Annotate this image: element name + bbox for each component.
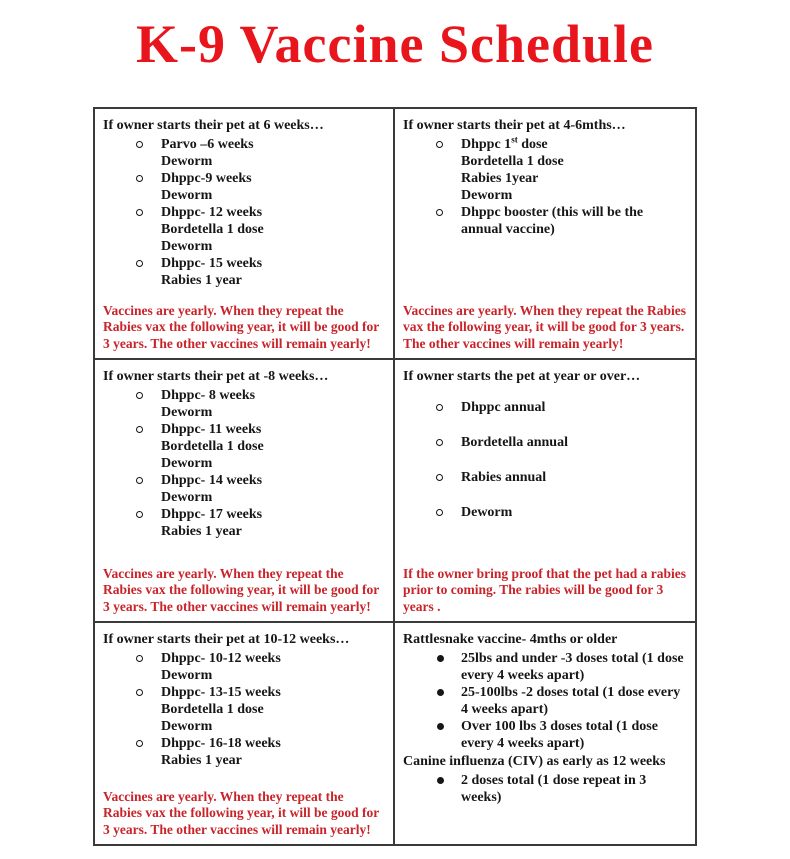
note-text: Vaccines are yearly. When they repeat the Rabies vax the following year, it will be good for 3 years. The other vaccines will remain yearly! [103, 565, 379, 614]
vaccine-text: Dhppc- 11 weeks [161, 422, 262, 437]
vaccine-line [103, 752, 384, 769]
circle-bullet-icon [136, 689, 143, 696]
circle-bullet-icon [136, 740, 143, 747]
vaccine-line [403, 650, 686, 684]
vaccine-text: Deworm [461, 505, 513, 520]
vaccine-item [403, 684, 686, 718]
circle-bullet-icon [136, 209, 143, 216]
note-text: Vaccines are yearly. When they repeat the Rabies vax the following year, it will be good for 3 years. The other vaccines will remain yearly! [403, 302, 686, 351]
schedule-cell-3 [395, 360, 695, 623]
cell-heading: If owner starts the pet at year or over… [403, 369, 641, 384]
vaccine-text: 25lbs and under -3 doses total (1 dose every 4 weeks apart) [461, 651, 684, 683]
note-text: If the owner bring proof that the pet had a rabies prior to coming. The rabies will be good for 3 years . [403, 565, 687, 614]
vaccine-line [103, 136, 384, 153]
vaccine-item [103, 735, 384, 769]
vaccine-line [403, 504, 686, 521]
schedule-table [93, 107, 697, 846]
vaccine-item [103, 170, 384, 204]
vaccine-text: Dhppc 1st dose [461, 134, 548, 152]
vaccine-item [103, 421, 384, 472]
vaccine-text: Deworm [161, 154, 213, 169]
vaccine-text: Bordetella 1 dose [161, 439, 264, 454]
disc-bullet-icon [437, 777, 444, 784]
vaccine-line [103, 438, 384, 455]
cell-heading: Canine influenza (CIV) as early as 12 weeks [403, 754, 666, 769]
vaccine-text: Deworm [161, 188, 213, 203]
vaccine-line [103, 187, 384, 204]
vaccine-line [403, 434, 686, 451]
vaccine-line [103, 221, 384, 238]
circle-bullet-icon [136, 426, 143, 433]
vaccine-text: Deworm [461, 188, 513, 203]
vaccine-item [103, 204, 384, 255]
vaccine-item [403, 650, 686, 684]
circle-bullet-icon [136, 511, 143, 518]
disc-bullet-icon [437, 689, 444, 696]
vaccine-line [403, 399, 686, 416]
circle-bullet-icon [136, 477, 143, 484]
vaccine-line [103, 387, 384, 404]
cell-heading: Rattlesnake vaccine- 4mths or older [403, 632, 618, 647]
vaccine-line [403, 153, 686, 170]
cell-heading: If owner starts their pet at 4-6mths… [403, 118, 626, 133]
vaccine-line [103, 523, 384, 540]
vaccine-text: Bordetella 1 dose [161, 702, 264, 717]
vaccine-text: 25-100lbs -2 doses total (1 dose every 4 weeks apart) [461, 685, 681, 717]
vaccine-line [403, 136, 686, 153]
circle-bullet-icon [436, 404, 443, 411]
vaccine-line [103, 650, 384, 667]
circle-bullet-icon [436, 474, 443, 481]
vaccine-line [103, 506, 384, 523]
vaccine-text: Dhppc-9 weeks [161, 171, 252, 186]
vaccine-line [103, 238, 384, 255]
vaccine-text: Deworm [161, 490, 213, 505]
vaccine-text: Deworm [161, 456, 213, 471]
vaccine-item [103, 387, 384, 421]
circle-bullet-icon [136, 392, 143, 399]
vaccine-line [103, 455, 384, 472]
vaccine-line [103, 272, 384, 289]
vaccine-text: Bordetella 1 dose [161, 222, 264, 237]
vaccine-list [403, 650, 686, 752]
vaccine-text: Over 100 lbs 3 doses total (1 dose every 4 weeks apart) [461, 719, 658, 751]
vaccine-item [403, 718, 686, 752]
vaccine-line [103, 153, 384, 170]
vaccine-text: Deworm [161, 405, 213, 420]
disc-bullet-icon [437, 655, 444, 662]
vaccine-item [103, 472, 384, 506]
circle-bullet-icon [436, 439, 443, 446]
circle-bullet-icon [136, 141, 143, 148]
vaccine-item [103, 136, 384, 170]
vaccine-line [403, 718, 686, 752]
cell-heading: If owner starts their pet at -8 weeks… [103, 369, 329, 384]
cell-heading: If owner starts their pet at 6 weeks… [103, 118, 324, 133]
vaccine-text: Rabies 1 year [161, 524, 242, 539]
vaccine-item [103, 684, 384, 735]
vaccine-text: Deworm [161, 239, 213, 254]
vaccine-line [103, 684, 384, 701]
schedule-cell-1 [395, 109, 695, 360]
schedule-cell-5 [395, 623, 695, 844]
cell-heading: If owner starts their pet at 10-12 weeks… [103, 632, 350, 647]
vaccine-line [403, 187, 686, 204]
schedule-cell-0 [95, 109, 395, 360]
vaccine-text: Deworm [161, 719, 213, 734]
vaccine-list [403, 399, 686, 539]
circle-bullet-icon [436, 509, 443, 516]
vaccine-text: Dhppc- 10-12 weeks [161, 651, 281, 666]
note-text: Vaccines are yearly. When they repeat the Rabies vax the following year, it will be good for 3 years. The other vaccines will remain yearly! [103, 788, 379, 837]
vaccine-text: Dhppc booster (this will be the annual vaccine) [461, 205, 644, 237]
vaccine-item [403, 204, 686, 238]
vaccine-item [403, 399, 686, 416]
vaccine-text: Rabies 1year [461, 171, 539, 186]
vaccine-text: Dhppc- 12 weeks [161, 205, 263, 220]
note-text: Vaccines are yearly. When they repeat the Rabies vax the following year, it will be good for 3 years. The other vaccines will remain yearly! [103, 302, 379, 351]
vaccine-line [103, 170, 384, 187]
vaccine-list [103, 387, 384, 540]
vaccine-item [403, 504, 686, 521]
vaccine-text: Dhppc- 16-18 weeks [161, 736, 281, 751]
vaccine-text: Bordetella annual [461, 435, 568, 450]
vaccine-text: Dhppc- 8 weeks [161, 388, 256, 403]
vaccine-list [103, 136, 384, 289]
circle-bullet-icon [436, 209, 443, 216]
vaccine-text: Dhppc annual [461, 400, 546, 415]
vaccine-item [103, 255, 384, 289]
disc-bullet-icon [437, 723, 444, 730]
circle-bullet-icon [136, 175, 143, 182]
circle-bullet-icon [136, 260, 143, 267]
vaccine-line [403, 170, 686, 187]
vaccine-item [403, 136, 686, 204]
vaccine-text: 2 doses total (1 dose repeat in 3 weeks) [461, 773, 647, 805]
schedule-cell-2 [95, 360, 395, 623]
vaccine-text: Dhppc- 13-15 weeks [161, 685, 281, 700]
vaccine-item [403, 434, 686, 451]
vaccine-list [403, 772, 686, 806]
vaccine-text: Bordetella 1 dose [461, 154, 564, 169]
circle-bullet-icon [136, 655, 143, 662]
vaccine-item [103, 506, 384, 540]
circle-bullet-icon [436, 141, 443, 148]
schedule-cell-4 [95, 623, 395, 844]
vaccine-item [403, 772, 686, 806]
vaccine-line [103, 489, 384, 506]
vaccine-text: Dhppc- 14 weeks [161, 473, 263, 488]
vaccine-text: Parvo –6 weeks [161, 137, 254, 152]
vaccine-line [403, 772, 686, 806]
vaccine-line [403, 204, 686, 238]
vaccine-line [103, 735, 384, 752]
vaccine-text: Rabies 1 year [161, 753, 242, 768]
vaccine-line [403, 684, 686, 718]
vaccine-line [103, 718, 384, 735]
vaccine-line [103, 472, 384, 489]
vaccine-item [403, 469, 686, 486]
vaccine-text: Rabies annual [461, 470, 547, 485]
vaccine-line [103, 404, 384, 421]
vaccine-line [103, 255, 384, 272]
vaccine-line [103, 701, 384, 718]
vaccine-list [403, 136, 686, 238]
vaccine-line [103, 667, 384, 684]
vaccine-list [103, 650, 384, 769]
vaccine-text: Dhppc- 17 weeks [161, 507, 263, 522]
vaccine-line [103, 421, 384, 438]
vaccine-line [103, 204, 384, 221]
vaccine-line [403, 469, 686, 486]
vaccine-text: Deworm [161, 668, 213, 683]
vaccine-item [103, 650, 384, 684]
vaccine-text: Dhppc- 15 weeks [161, 256, 263, 271]
vaccine-text: Rabies 1 year [161, 273, 242, 288]
page-title: K-9 Vaccine Schedule [135, 14, 655, 74]
